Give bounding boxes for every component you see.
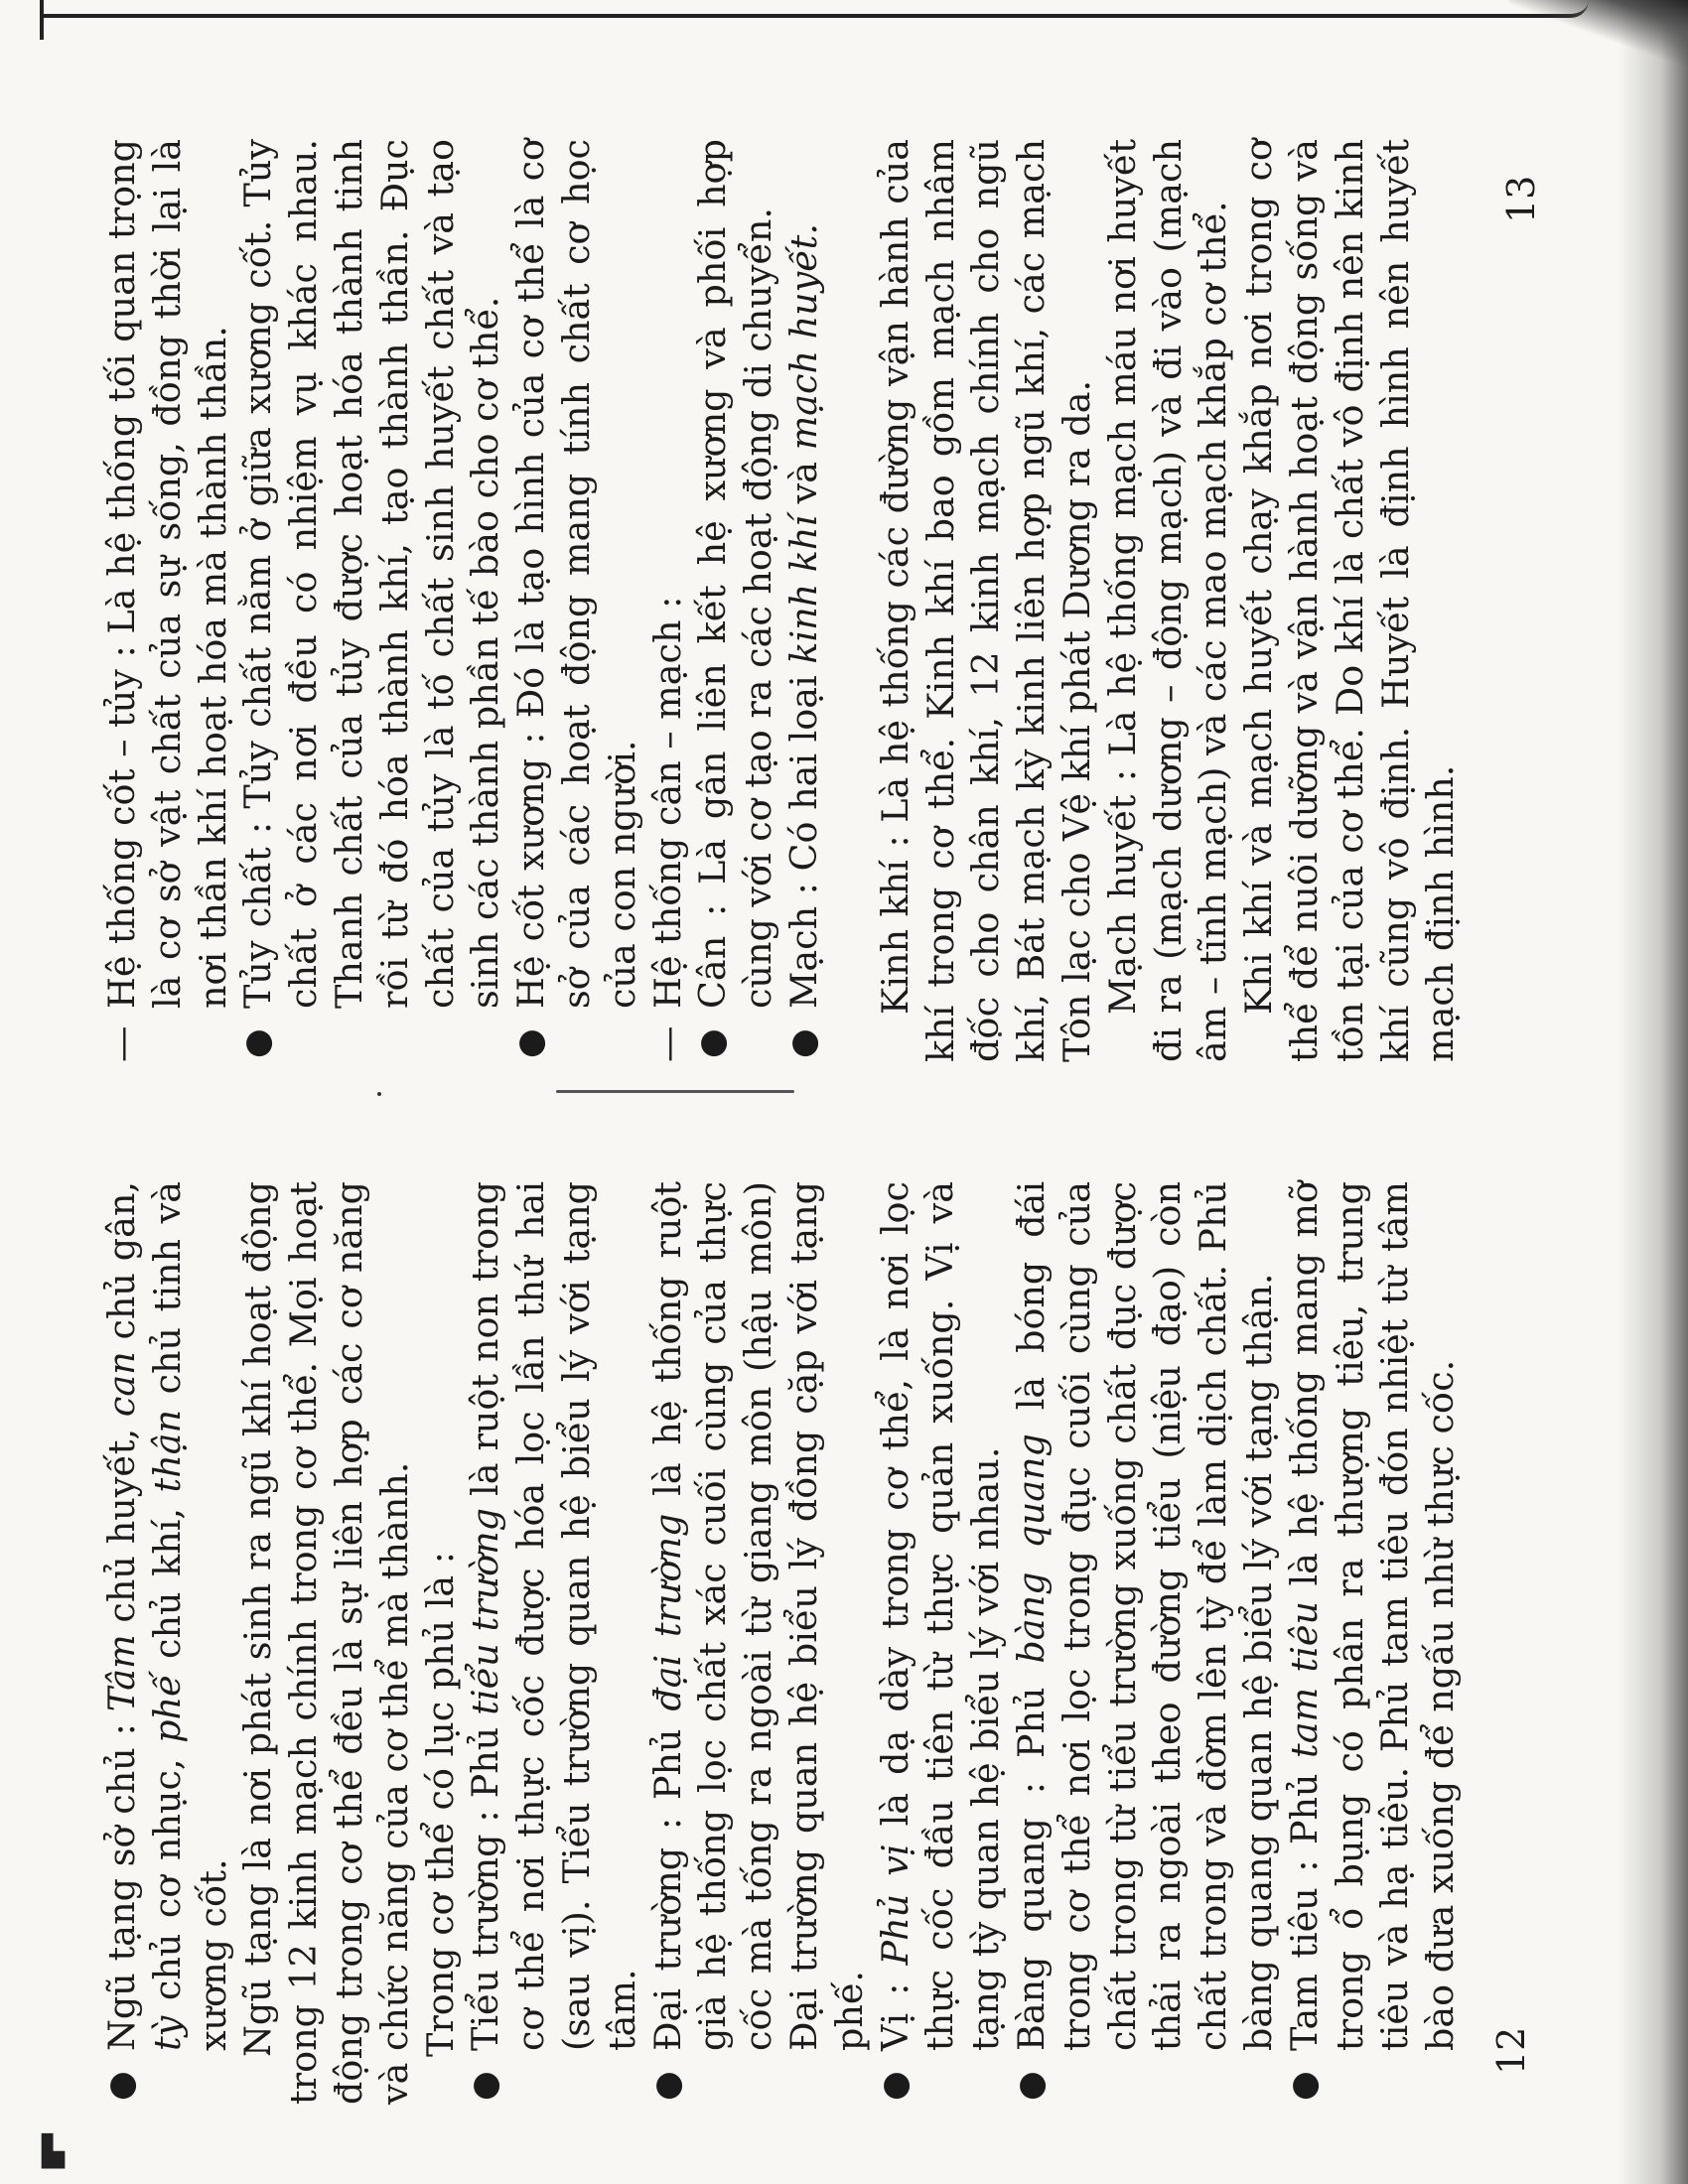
bullet-icon: ● — [692, 1028, 733, 1058]
bullet-icon: ● — [101, 2071, 141, 2101]
scan-shadow-right — [1618, 0, 1688, 2184]
list-item: ● Tủy chất : Tủy chất nằm ở giữa xương cốt. Tủy chất ở các nơi đều có nhiệm vụ khác nhau. Thanh chất của tủy được hoạt hóa thành tinh rồi từ đó hóa thành khí, tạo thành thần. Đục chất của tủy là tố chất sinh huyết chất và tạo sinh các thành phần tế bào cho cơ thể. — [236, 139, 507, 1058]
bullet-icon: ● — [237, 1028, 278, 1058]
bullet-icon: ● — [510, 1028, 551, 1058]
page-left — [99, 1181, 1549, 2105]
list-item: ● Đại trường : Phủ đại trường là hệ thống ruột già hệ thống lọc chất xác cuối cùng của thực cốc mà tống ra ngoài từ giang môn (hậu môn) Đại trường quan hệ biểu lý đồng cặp với tạng phế. — [645, 1181, 871, 2101]
scan-edge-left — [40, 0, 44, 40]
paragraph: Ngũ tạng là nơi phát sinh ra ngũ khí hoạt động trong 12 kinh mạch chính trong cơ thể. Mọi hoạt động trong cơ thể đều là sự liên hợp các cơ năng và chức năng của cơ thể mà thành. — [236, 1181, 416, 2105]
left-column — [99, 1181, 1464, 2105]
scan-corner — [1509, 0, 1688, 89]
bullet-icon: ● — [874, 2071, 914, 2101]
paragraph: Khi khí và mạch huyết chạy khắp nơi trong cơ thể để nuôi dưỡng và vận hành hoạt động sống và tồn tại của cơ thể. Do khí là chất vô định nên kinh khí cũng vô định. Huyết là định hình nên huyết mạch định hình. — [1237, 139, 1463, 1062]
bullet-icon: ● — [465, 2071, 505, 2101]
right-column — [99, 139, 1464, 1062]
scan-edge-top — [40, 0, 1589, 18]
bullet-icon: ● — [1010, 2071, 1051, 2101]
book-spread — [99, 139, 1549, 2105]
paragraph: Trong cơ thể có lục phủ là : — [418, 1551, 462, 2057]
bullet-icon: ● — [782, 1028, 823, 1058]
list-item: ● Ngũ tạng sở chủ : Tâm chủ huyết, can chủ gân, tỳ chủ cơ nhục, phế chủ khí, thận chủ tinh và xương cốt. — [100, 1181, 234, 2101]
list-item: — Hệ thống cân – mạch : — [645, 596, 689, 1062]
list-item: ● Cân : Là gân liên kết hệ xương và phối hợp cùng với cơ tạo ra các hoạt động di chuyển. — [691, 139, 780, 1058]
paragraph: Kinh khí : Là hệ thống các đường vận hành của khí trong cơ thể. Kinh khí bao gồm mạch nhâm đốc cho chân khí, 12 kinh mạch chính cho ngũ khí, Bát mạch kỳ kinh liên hợp ngũ khí, các mạch Tôn lạc cho Vệ khí phát Dương ra da. — [873, 139, 1098, 1062]
page-number-left: 12 — [1489, 2026, 1533, 2075]
list-item: ● Hệ cốt xương : Đó là tạo hình của cơ thể là cơ sở của các hoạt động mang tính chất cơ học của con người. — [509, 139, 643, 1058]
page-right — [99, 139, 1549, 1062]
paragraph: Mạch huyết : Là hệ thống mạch máu nơi huyết đi ra (mạch dương – động mạch) và đi vào (mạch âm – tĩnh mạch) và các mao mạch khắp cơ thể. — [1100, 139, 1235, 1062]
page-number-right: 13 — [1499, 175, 1543, 223]
dash-icon: — — [645, 1025, 689, 1062]
bullet-icon: ● — [1283, 2071, 1324, 2101]
list-item: — Hệ thống cốt – tủy : Là hệ thống tối quan trọng là cơ sở vật chất của sự sống, đồng thời lại là nơi thần khí hoạt hóa mà thành thần. — [100, 139, 234, 1062]
list-item: ● Bàng quang : Phủ bàng quang là bóng đái trong cơ thể nơi lọc trong đục cuối cùng của chất trong từ tiểu trường xuống chất đục được thải ra ngoài theo đường tiểu (niệu đạo) còn chất trong và đờm lên tỳ để làm dịch chất. Phủ bàng quang quan hệ biểu lý với tạng thận. — [1009, 1181, 1280, 2101]
bullet-icon: ● — [646, 2071, 687, 2101]
dash-icon: — — [100, 1025, 143, 1062]
spacer — [827, 139, 873, 1062]
list-item: ● Tam tiêu : Phủ tam tiêu là hệ thống mang mỡ trong ổ bụng có phân ra thượng tiêu, trung tiêu và hạ tiêu. Phủ tam tiêu đón nhiệt từ tâm bào đưa xuống để ngấu nhừ thực cốc. — [1282, 1180, 1463, 2101]
corner-mark: ▙ — [42, 2134, 66, 2169]
list-item: ● Mạch : Có hai loại kinh khí và mạch huyết. — [781, 223, 825, 1058]
list-item: ● Vị : Phủ vị là dạ dày trong cơ thể, là nơi lọc thực cốc đầu tiên từ thực quản xuống. Vị và tạng tỳ quan hệ biểu lý với nhau. — [873, 1181, 1008, 2101]
list-item: ● Tiểu trường : Phủ tiểu trường là ruột non trong cơ thể nơi thực cốc được hóa lọc lần thứ hai (sau vị). Tiểu trường quan hệ biểu lý với tạng tâm. — [464, 1181, 643, 2101]
